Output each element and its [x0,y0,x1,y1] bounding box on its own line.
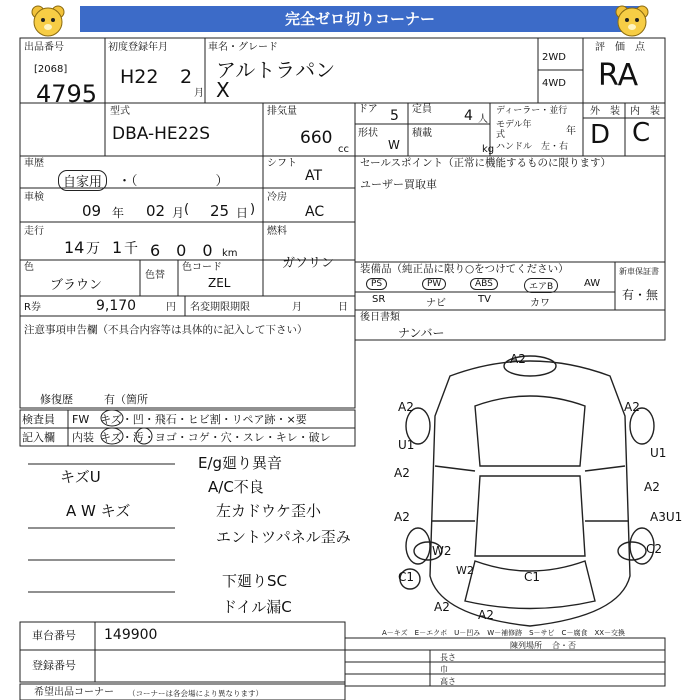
insp-year: 09 [82,202,102,220]
model-year-label: モデル年式 [496,120,532,140]
ac: AC [305,204,325,220]
shape-label: 形状 [358,128,378,139]
lot-number: 4795 [36,80,98,108]
new-warranty-label: 新車保証書 [619,267,659,276]
mileage-rest: 6 0 0 [150,241,213,260]
equip-pw: PW [422,278,446,290]
insp-day: 25 [210,202,230,220]
nc-month: 月 [292,302,302,313]
length-label: 長さ [440,653,456,662]
mark-15: A2 [478,608,494,622]
history-rest: ・（ ） [118,174,229,189]
model-label: 型式 [110,106,130,117]
grade: X [216,78,230,102]
interior-label: 内 装 [630,106,660,117]
reg-year: H22 [120,66,159,88]
circled-marks [100,410,180,446]
inspection-label: 車検 [24,192,44,203]
hand-note-6: ドイル漏C [222,598,292,616]
insp-month-unit: 月 [172,206,185,220]
equip-aw: AW [584,278,601,289]
model: DBA-HE22S [112,124,211,144]
hand-left-1: キズU [60,468,101,486]
car-diagram [380,346,683,636]
reg-month-unit: 月 [194,88,204,99]
equip-ps: PS [366,278,387,290]
hand-note-2: A/C不良 [208,478,264,496]
color-code: ZEL [208,276,231,290]
hand-note-3: 左カドウケ歪小 [216,502,322,520]
equip-abs: ABS [470,278,498,290]
displacement-label: 排気量 [267,106,297,117]
hand-note-1: E/g廻り異音 [198,454,283,472]
mark-11: C2 [646,542,663,556]
color-change-label: 色替 [145,270,165,281]
mark-1: A2 [510,352,526,366]
diagram-legend: A－キズ E－エクボ U－凹み W－補修跡 S－サビ C－腐食 XX－交換 [382,629,626,637]
inspector-row1-tag: FW [72,413,90,426]
color-code-label: 色コード [182,262,222,273]
insp-year-unit: 年 [112,206,125,220]
hand-note-5: 下廻りSC [222,572,287,590]
mark-9: A3U1 [650,510,683,524]
mark-8: A2 [394,510,410,524]
km-unit: km [222,248,238,259]
chassis-label: 車台番号 [32,629,76,642]
banner-title: 完全ゼロ切りコーナー [80,6,640,32]
equip-title: 装備品（純正品に限り○をつけてください） [360,263,569,275]
mark-2: A2 [398,400,414,414]
inspector-label-2: 記入欄 [22,431,55,444]
repair-label: 修復歴 [40,393,73,406]
insp-paren-close: ) [250,202,256,217]
interior-score: C [632,118,651,148]
bottom-note: （コーナーは各会場により異なります） [128,689,263,698]
insp-month: 02 [146,202,166,220]
score-label: 評 価 点 [595,42,645,53]
mark-13: C1 [524,570,541,584]
display-value: 合・否 [552,641,576,650]
capacity: 4 [464,108,473,124]
lot-sub: [2068] [34,64,68,75]
equip-tv: TV [478,294,491,305]
bottom-title: 希望出品コーナー [34,687,114,698]
insp-day-unit: 日 [236,206,249,220]
mark-7: A2 [644,480,660,494]
notes-title: 注意事項申告欄（不具合内容等は具体的に記入して下さい） [24,324,308,336]
ac-label: 冷房 [267,192,287,203]
mark-14: A2 [434,600,450,614]
fuel-label: 燃料 [267,226,287,237]
load-label: 積載 [412,128,432,139]
car-name: アルトラパン [216,58,336,82]
mileage-label: 走行 [24,226,44,237]
chassis-number: 149900 [104,627,158,643]
history-value: 自家用 [58,170,107,191]
cc-unit: cc [338,144,349,155]
handle-label: ハンドル 左・右 [496,142,569,152]
recycle-label: R券 [24,302,41,313]
after-label: 後日書類 [360,312,400,323]
equip-sr: SR [372,294,386,305]
drive-2wd: 2WD [542,52,566,63]
shift-label: シフト [267,158,297,169]
fuel: ガソリン [282,256,335,271]
sales-title: セールスポイント（正常に機能するものに限ります） [360,157,612,169]
person-unit: 人 [478,114,488,125]
mileage-man: 14 [64,238,85,257]
dealer-label: ディーラー・並行 [496,106,568,116]
insp-paren-open: ( [184,202,190,217]
year-unit: 年 [566,126,576,137]
exterior-score: D [590,120,611,150]
new-warranty: 有・無 [622,288,659,302]
recycle: 9,170 [96,298,137,314]
mileage-sen: 1 [112,238,123,257]
man-unit: 万 [86,241,100,257]
name-label: 車名・グレード [208,42,278,53]
color: ブラウン [50,278,103,293]
door-label: ドア [358,104,378,115]
color-label: 色 [24,262,34,273]
history-label: 車歴 [24,158,44,169]
lot-label: 出品番号 [24,42,64,53]
nc-day: 日 [338,302,348,313]
equip-airbag: エアB [524,278,558,293]
reg-label: 初度登録年月 [108,42,168,53]
score: RA [598,58,639,93]
mark-12: C1 [398,570,415,584]
hand-note-4: エントツパネル歪み [216,528,351,546]
kg-unit: kg [482,144,495,155]
exterior-label: 外 装 [590,106,620,117]
displacement: 660 [300,128,333,148]
mark-3: A2 [624,400,640,414]
mark-16: W2 [456,564,474,577]
height-label: 高さ [440,677,456,686]
registration-label: 登録番号 [32,659,76,672]
inspector-label-1: 検査員 [22,413,55,426]
reg-month: 2 [180,66,193,88]
yen-unit: 円 [166,302,176,313]
mark-5: U1 [650,446,667,460]
shape: W [388,138,400,152]
repair-value: 有（箇所 [104,393,148,406]
mark-6: A2 [394,466,410,480]
width-label: 巾 [440,665,448,674]
hand-left-2: A W キズ [66,502,131,520]
equip-leather: カワ [530,298,550,309]
drive-4wd: 4WD [542,78,566,89]
door: 5 [390,108,399,124]
inspector-row2: キズ・汚・ヨゴ・コゲ・穴・スレ・キレ・破レ [100,431,331,444]
inspector-row1: キズ・凹・飛石・ヒビ割・リペア跡・×要 [100,413,307,426]
after: ナンバー [398,326,445,340]
equip-navi: ナビ [426,298,446,309]
sales-point: ユーザー買取車 [360,178,437,191]
sen-unit: 千 [124,241,138,257]
display-label: 陳列場所 [510,641,542,650]
mark-10: W2 [432,544,452,558]
shift: AT [305,168,323,184]
mark-4: U1 [398,438,415,452]
inspector-row2-tag: 内装 [72,431,94,444]
capacity-label: 定員 [412,104,432,115]
name-change-label: 名変期限期限 [190,302,250,313]
